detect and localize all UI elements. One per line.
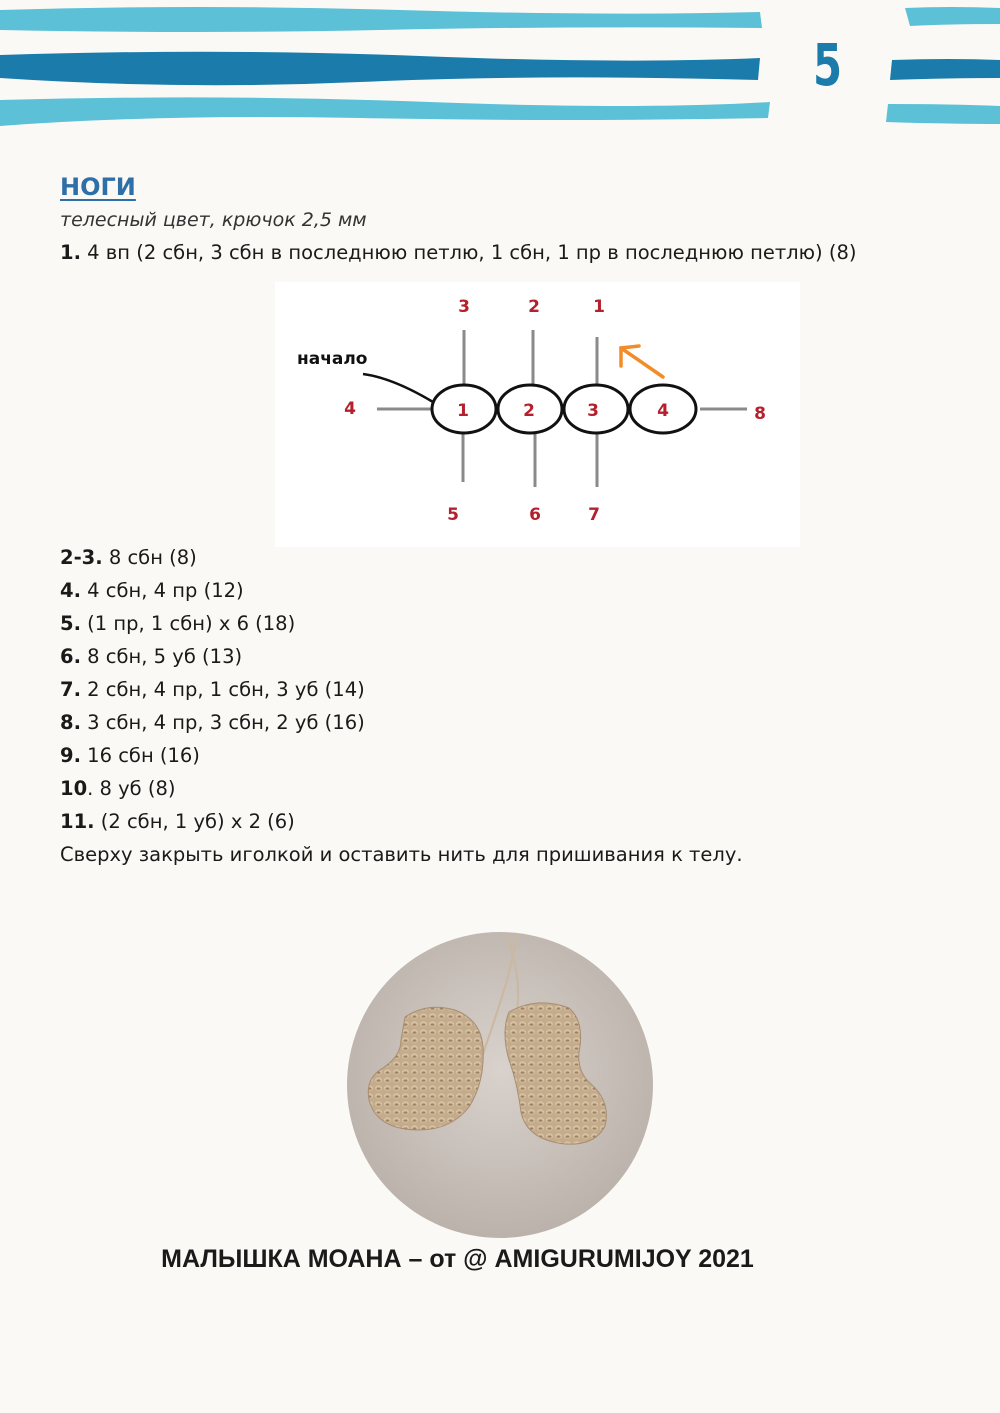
list-item bbox=[60, 541, 940, 574]
start-pointer-line bbox=[363, 374, 433, 402]
diagram-right-number: 8 bbox=[754, 404, 766, 424]
step-text: 2 сбн, 4 пр, 1 сбн, 3 уб (14) bbox=[80, 678, 365, 701]
diagram-bottom-number: 6 bbox=[529, 505, 541, 525]
crocheted-legs-photo bbox=[347, 932, 653, 1238]
list-item bbox=[60, 805, 940, 838]
list-item bbox=[60, 574, 940, 607]
step-text: 16 сбн (16) bbox=[80, 744, 200, 767]
list-item bbox=[60, 772, 940, 805]
section-title: НОГИ bbox=[60, 173, 136, 201]
footer-credit: МАЛЫШКА МОАНА – от @ AMIGURUMIJOY 2021 bbox=[161, 1245, 754, 1273]
page-number: 5 bbox=[813, 31, 843, 99]
steps-list bbox=[60, 541, 940, 871]
header-stripes bbox=[0, 0, 1000, 140]
step-number: 7. bbox=[60, 678, 81, 701]
step-number: 8. bbox=[60, 711, 81, 734]
chain-number: 3 bbox=[587, 401, 599, 421]
step-text: 4 сбн, 4 пр (12) bbox=[80, 579, 244, 602]
step-number: 2-3. bbox=[60, 546, 103, 569]
round-1 bbox=[60, 236, 940, 269]
list-item bbox=[60, 673, 940, 706]
diagram-left-number: 4 bbox=[344, 399, 356, 419]
step-text: 8 сбн, 5 уб (13) bbox=[80, 645, 243, 668]
direction-arrow-icon bbox=[621, 346, 663, 377]
step-number: 5. bbox=[60, 612, 81, 635]
step-number: 10 bbox=[60, 777, 88, 800]
closing-instruction: Сверху закрыть иголкой и оставить нить для пришивания к телу. bbox=[60, 843, 743, 866]
section-content bbox=[60, 170, 940, 269]
step-number: 4. bbox=[60, 579, 81, 602]
diagram-bottom-number: 5 bbox=[447, 505, 459, 525]
diagram-top-number: 1 bbox=[593, 297, 605, 317]
stitch-diagram bbox=[275, 282, 800, 547]
diagram-bottom-number: 7 bbox=[588, 505, 600, 525]
step-number: 6. bbox=[60, 645, 81, 668]
diagram-start-label: начало bbox=[297, 349, 368, 369]
list-item bbox=[60, 706, 940, 739]
chain-number: 1 bbox=[457, 401, 469, 421]
step-text: . 8 уб (8) bbox=[87, 777, 176, 800]
step-number: 9. bbox=[60, 744, 81, 767]
step-text: (1 пр, 1 сбн) х 6 (18) bbox=[80, 612, 296, 635]
step-text: (2 сбн, 1 уб) х 2 (6) bbox=[94, 810, 295, 833]
step-text: 3 сбн, 4 пр, 3 сбн, 2 уб (16) bbox=[80, 711, 365, 734]
diagram-top-number: 3 bbox=[458, 297, 470, 317]
round-text: 4 вп (2 сбн, 3 сбн в последнюю петлю, 1 сбн, 1 пр в последнюю петлю) (8) bbox=[80, 241, 857, 264]
chain-number: 4 bbox=[657, 401, 669, 421]
step-text: 8 сбн (8) bbox=[102, 546, 197, 569]
round-number: 1. bbox=[60, 241, 81, 264]
diagram-top-number: 2 bbox=[528, 297, 540, 317]
section-subtitle: телесный цвет, крючок 2,5 мм bbox=[60, 209, 367, 231]
list-item bbox=[60, 607, 940, 640]
step-number: 11. bbox=[60, 810, 95, 833]
chain-number: 2 bbox=[523, 401, 535, 421]
list-item bbox=[60, 640, 940, 673]
list-item bbox=[60, 739, 940, 772]
